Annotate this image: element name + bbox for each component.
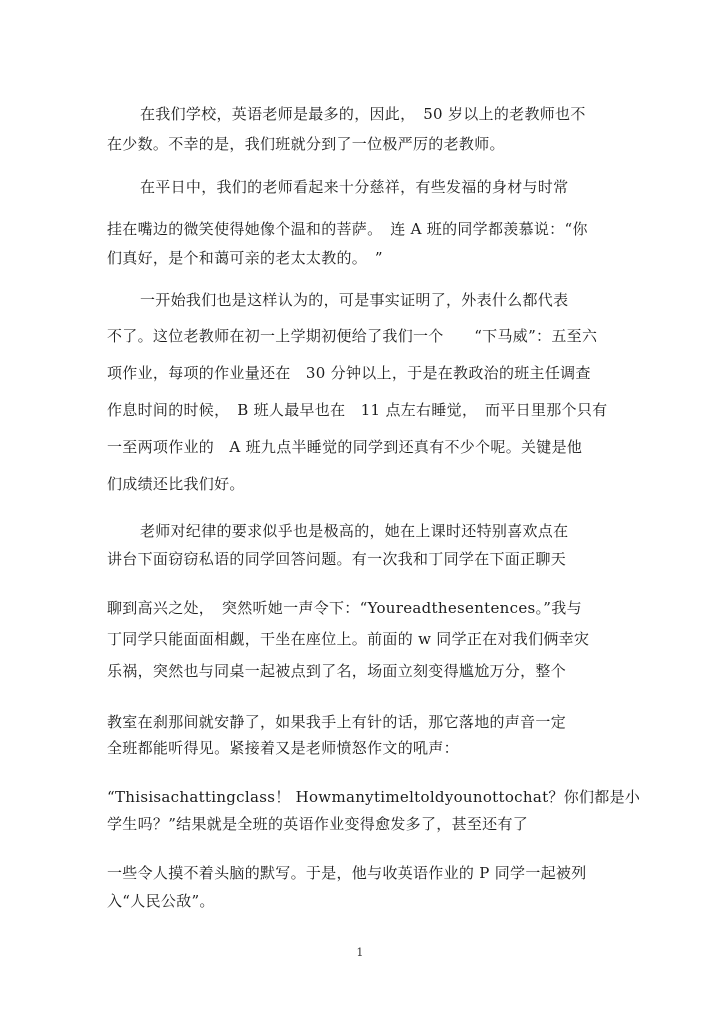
text-line: 讲台下面窃窃私语的同学回答问题。有一次我和丁同学在下面正聊天 <box>107 550 567 568</box>
text-line: 在平日中，我们的老师看起来十分慈祥，有些发福的身材与时常 <box>140 178 569 196</box>
text-line: 乐祸，突然也与同桌一起被点到了名，场面立刻变得尴尬万分，整个 <box>107 662 567 680</box>
text-line: 一至两项作业的 A 班九点半睡觉的同学到还真有不少个呢。关键是他 <box>107 438 583 456</box>
text-line: “Thisisachattingclass！ Howmanytimeltoldyounottochat？你们都是小 <box>107 788 641 806</box>
text-line: 教室在刹那间就安静了，如果我手上有针的话，那它落地的声音一定 <box>107 713 567 731</box>
text-line: 聊到高兴之处， 突然听她一声令下：“Youreadthesentences。”我与 <box>107 599 582 617</box>
text-line: 挂在嘴边的微笑使得她像个温和的菩萨。 连 A 班的同学都羡慕说：“你 <box>107 220 588 238</box>
text-line: 丁同学只能面面相觑，干坐在座位上。前面的 w 同学正在对我们俩幸灾 <box>107 630 590 648</box>
text-line: 学生吗？”结果就是全班的英语作业变得愈发多了，甚至还有了 <box>107 815 529 833</box>
text-line: 老师对纪律的要求似乎也是极高的，她在上课时还特别喜欢点在 <box>140 522 569 540</box>
text-line: 入“人民公敌”。 <box>107 892 215 910</box>
text-line: 一些令人摸不着头脑的默写。于是，他与收英语作业的 P 同学一起被列 <box>107 864 587 882</box>
text-line: 们成绩还比我们好。 <box>107 475 245 493</box>
text-line: 一开始我们也是这样认为的，可是事实证明了，外表什么都代表 <box>140 291 569 309</box>
text-line: 全班都能听得见。紧接着又是老师愤怒作文的吼声： <box>107 739 459 757</box>
text-line: 在我们学校，英语老师是最多的，因此， 50 岁以上的老教师也不 <box>140 105 586 123</box>
page-number: 1 <box>356 946 364 959</box>
text-line: 不了。这位老教师在初一上学期初便给了我们一个 “下马威”：五至六 <box>107 327 598 345</box>
text-line: 作息时间的时候， B 班人最早也在 11 点左右睡觉， 而平日里那个只有 <box>107 401 608 419</box>
text-line: 在少数。不幸的是，我们班就分到了一位极严厉的老教师。 <box>107 135 505 153</box>
text-line: 项作业，每项的作业量还在 30 分钟以上，于是在教政治的班主任调查 <box>107 364 591 382</box>
text-line: 们真好，是个和蔼可亲的老太太教的。 ” <box>107 249 383 267</box>
